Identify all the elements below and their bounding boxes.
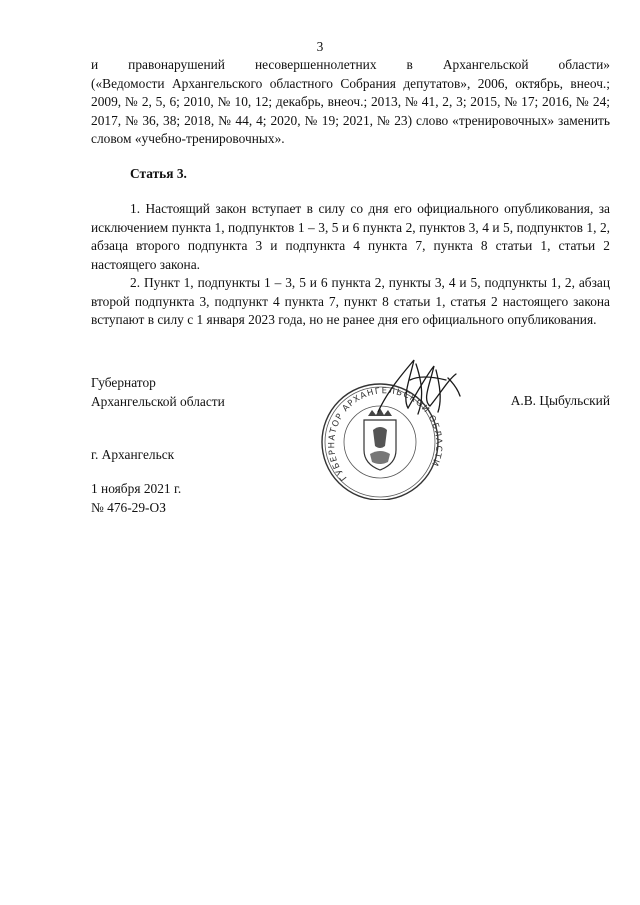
signatory-position [91,374,225,411]
signatory-position-line-2: Архангельской области [91,393,225,409]
article-body [91,200,610,330]
seal-icon [322,384,443,500]
page-number: 3 [316,39,324,54]
law-date-and-number [91,480,181,517]
intro-line-1: и правонарушений несовершеннолетних в Архангельской области» [91,57,610,72]
official-seal-with-signature [318,350,478,500]
intro-line-2: («Ведомости Архангельского областного Собрания депутатов», 2006, октябрь, внеоч.; 2009, № 2, 5, 6; 2010, № 10, 12; декабрь, внеоч.; 2013, № 41, 2, 3; 2015, № 17; 2016, № 24; 2017, № 36, 38; 2018, № 44, 4; 2020, № 19; 2021, № 23) слово «тренировочных» заменить словом «учебно-тренировочных». [91,75,610,146]
signatory-name: А.В. Цыбульский [510,393,610,408]
signatory-position-line-1: Губернатор [91,375,156,390]
law-number: № 476-29-ОЗ [91,499,166,515]
intro-text [91,56,610,149]
place-of-signing: г. Архангельск [91,447,175,462]
seal-text: ГУБЕРНАТОР АРХАНГЕЛЬСКОЙ ОБЛАСТИ [327,386,444,483]
article-paragraph-2: 2. Пункт 1, подпункты 1 – 3, 5 и 6 пункта 2, пункты 3, 4 и 5, подпункты 1, 2, абзац второй подпункта 3, подпункт 4 пункта 7, пункт 8 статьи 1, статья 2 настоящего закона вступают в силу с 1 января 2023 года, но не ранее дня его официального опубликования. [91,275,610,327]
law-date: 1 ноября 2021 г. [91,481,182,496]
article-heading: Статья 3. [130,166,187,181]
article-paragraph-1: 1. Настоящий закон вступает в силу со дня его официального опубликования, за исключением пункта 1, подпунктов 1 – 3, 5 и 6 пункта 2, пунктов 3, 4 и 5, подпунктов 1, 2, абзаца второго подпункта 3 и подпункта 4 пункта 7, пункта 8 статьи 1, статьи 2 настоящего закона. [91,201,610,272]
